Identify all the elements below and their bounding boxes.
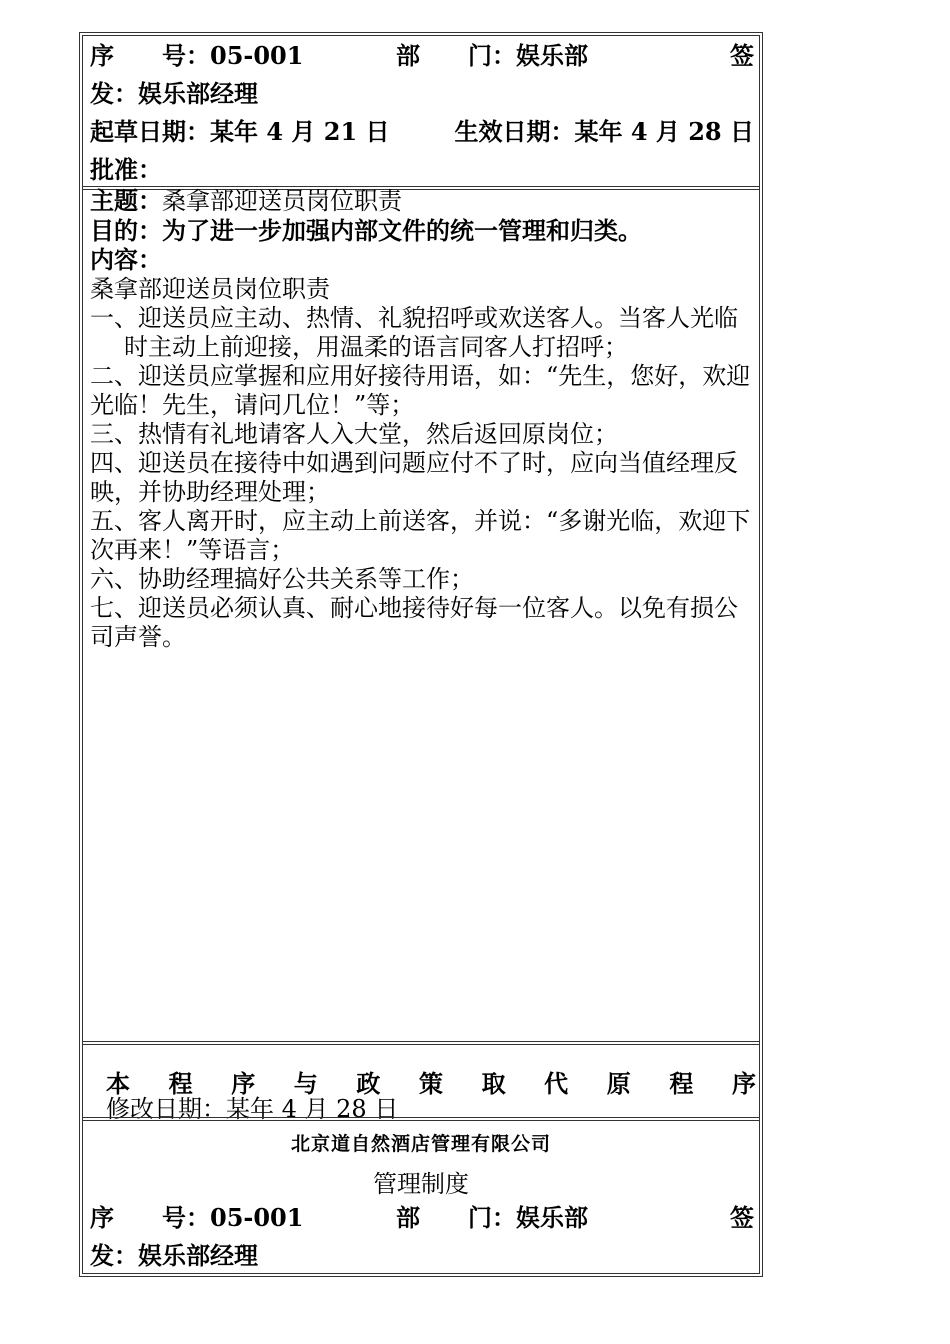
statement-char: 代: [544, 1069, 569, 1098]
divider-next-page: [82, 1117, 760, 1118]
draft-date: 起草日期：某年 4 月 21 日: [90, 117, 390, 146]
statement-char: 序: [231, 1069, 256, 1098]
statement-char: 与: [293, 1069, 318, 1098]
duty-item: 五、客人离开时，应主动上前送客，并说：“多谢光临，欢迎下次再来！”等语言；: [90, 507, 751, 564]
effective-date: 生效日期：某年 4 月 28 日: [454, 117, 754, 146]
content-section: [90, 186, 754, 652]
company-name: 北京道自然酒店管理有限公司: [290, 1133, 551, 1155]
duty-item: 四、迎送员在接待中如遇到问题应付不了时，应向当值经理反映，并协助经理处理；: [90, 449, 738, 506]
subject-text: 桑拿部迎送员岗位职责: [162, 187, 402, 215]
next-serial-number: 序 号：05-001: [90, 1203, 304, 1232]
statement-char: 原: [606, 1069, 631, 1098]
statement-char: 程: [168, 1069, 193, 1098]
next-sign-label: 签: [730, 1203, 754, 1232]
statement-char: 程: [669, 1069, 694, 1098]
statement-char: 本: [106, 1069, 130, 1098]
statement-char: 取: [481, 1069, 506, 1098]
statement-char: 策: [418, 1069, 443, 1098]
content-label: 内容：: [90, 245, 162, 274]
sign-label: 签: [730, 41, 754, 70]
duty-list: [90, 304, 754, 652]
subject-line: [90, 186, 754, 216]
purpose-line: 目的：为了进一步加强内部文件的统一管理和归类。: [90, 216, 642, 245]
issuer: 发：娱乐部经理: [90, 79, 258, 108]
statement-char: 序: [731, 1069, 756, 1098]
subject-label: 主题：: [90, 186, 162, 215]
duty-item: 七、迎送员必须认真、耐心地接待好每一位客人。以免有损公司声誉。: [90, 594, 738, 651]
revision-date: 修改日期：某年 4 月 28 日: [106, 1095, 399, 1123]
department: 部 门：娱乐部: [396, 41, 588, 70]
divider-footer-top: [82, 1041, 760, 1042]
divider-footer-top-2: [82, 1044, 760, 1045]
duty-item: 三、热情有礼地请客人入大堂，然后返回原岗位；: [90, 420, 618, 448]
duty-item: 一、迎送员应主动、热情、礼貌招呼或欢送客人。当客人光临时主动上前迎接，用温柔的语言同客人打招呼；: [90, 304, 738, 361]
doc-title: 桑拿部迎送员岗位职责: [90, 275, 330, 303]
doc-type: 管理制度: [373, 1170, 469, 1198]
serial-number: 序 号：05-001: [90, 41, 304, 70]
next-issuer: 发：娱乐部经理: [90, 1241, 258, 1270]
next-department: 部 门：娱乐部: [396, 1203, 588, 1232]
divider-next-page-2: [82, 1120, 760, 1121]
duty-item: 二、迎送员应掌握和应用好接待用语，如：“先生，您好，欢迎光临！先生，请问几位！”等；: [90, 362, 751, 419]
duty-item: 六、协助经理搞好公共关系等工作；: [90, 565, 474, 593]
approval: 批准：: [90, 155, 162, 184]
statement-char: 政: [356, 1069, 381, 1098]
